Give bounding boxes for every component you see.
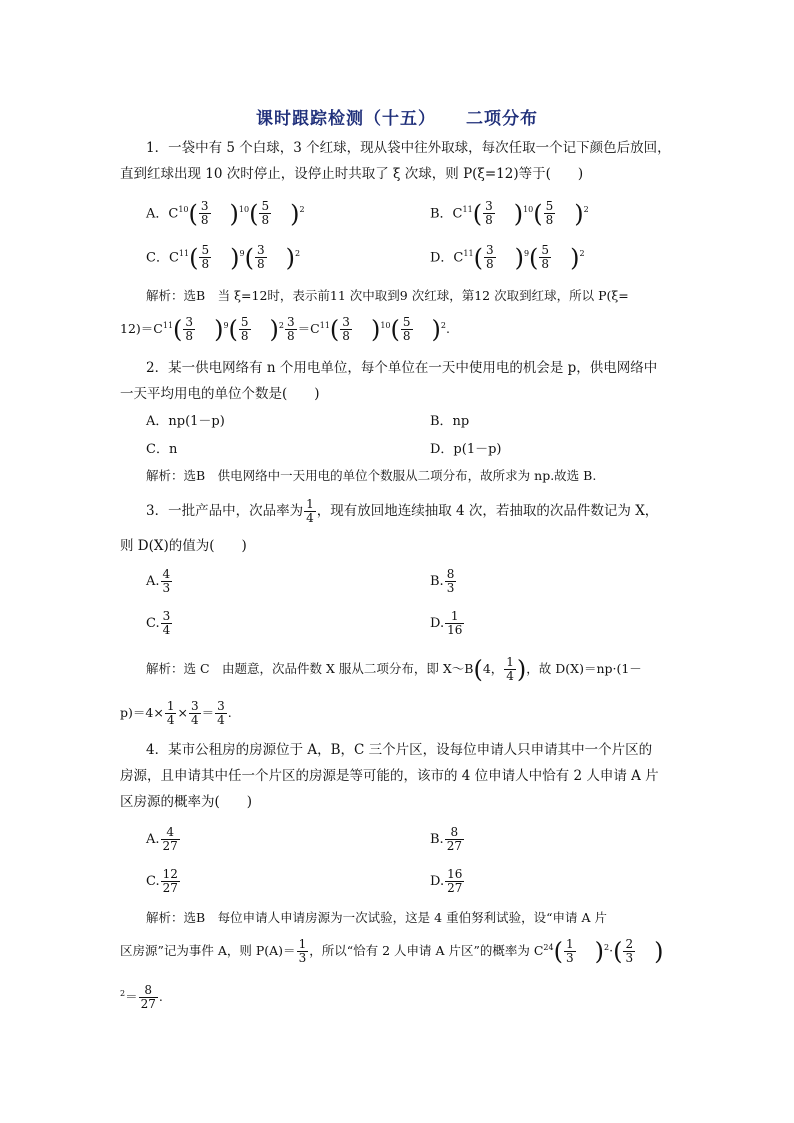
q2-option-c: C．n bbox=[146, 442, 178, 457]
q3-line2: 则 D(X)的值为( ) bbox=[120, 538, 247, 554]
q2-option-b: B．np bbox=[430, 414, 470, 429]
q3-line1: 3．一批产品中，次品率为 $\frac{1}{4}$ ，现有放回地连续抽取 4 次，若抽取的次品件数记为 X， bbox=[146, 497, 659, 525]
q1-line2: 直到红球出现 10 次时停止，设停止时共取了 ξ 次球，则 P(ξ=12)等于( ) bbox=[120, 166, 584, 182]
q2-answer: 解析：选B 供电网络中一天用电的单位个数服从二项分布，故所求为 np.故选 B. bbox=[146, 468, 597, 483]
q1-answer-line1: 解析：选B 当 ξ=12时，表示前11 次中取到9 次红球，第12 次取到红球，所以 P(ξ= bbox=[146, 288, 629, 303]
q4-option-b: B. $\frac{8}{27}$ bbox=[430, 825, 462, 853]
q3-option-b: B. $\frac{8}{3}$ bbox=[430, 567, 455, 595]
q4-line1: 4．某市公租房的房源位于 A，B，C 三个片区，设每位申请人只申请其中一个片区的 bbox=[146, 742, 653, 758]
q3-option-a: A. $\frac{4}{3}$ bbox=[146, 567, 171, 595]
q2-option-a: A．np(1－p) bbox=[146, 414, 225, 429]
q4-option-d: D. $\frac{16}{27}$ bbox=[430, 867, 463, 895]
q2-line1: 2．某一供电网络有 n 个用电单位，每个单位在一天中使用电的机会是 p，供电网络中 bbox=[146, 360, 658, 376]
q1-option-c: C．$C^{11}$( $\frac{5}{8}$ )$^9$( $\frac{3}{8}$ )$^2$ bbox=[146, 243, 301, 272]
q4-option-a: A. $\frac{4}{27}$ bbox=[146, 825, 178, 853]
q3-option-c: C. $\frac{3}{4}$ bbox=[146, 609, 171, 637]
q1-line1: 1．一袋中有 5 个白球，3 个红球，现从袋中往外取球，每次任取一个记下颜色后放回， bbox=[146, 140, 671, 156]
q1-answer-line2: $12)=C^{11}$( $\frac{3}{8}$ )$^9$( $\frac{5}{8}$ )$^2$ $\frac{3}{8}$ $=C^{11}$( $\frac{3}{8}$ )$^{10}$( $\frac{5}{8}$ )$^2$. bbox=[120, 315, 450, 344]
q4-answer-line1: 解析：选B 每位申请人申请房源为一次试验，这是 4 重伯努利试验，设“申请 A 片 bbox=[146, 910, 607, 925]
q2-option-d: D．p(1－p) bbox=[430, 442, 502, 457]
q1-option-d: D．$C^{11}$( $\frac{3}{8}$ )$^9$( $\frac{5}{8}$ )$^2$ bbox=[430, 243, 585, 272]
q4-answer-line3: $^2$＝ $\frac{8}{27}$ . bbox=[120, 983, 163, 1012]
q4-line3: 区房源的概率为( ) bbox=[120, 794, 253, 810]
q4-line2: 房源，且申请其中任一个片区的房源是等可能的，该市的 4 位申请人中恰有 2 人申请 A 片 bbox=[120, 768, 659, 784]
q4-option-c: C. $\frac{12}{27}$ bbox=[146, 867, 178, 895]
title-sub: 二项分布 bbox=[466, 109, 538, 129]
q3-answer-line1: 解析：选 C 由题意，次品件数 X 服从二项分布，即 X～B(4， $\frac{1}{4}$ )，故 D(X)＝np·(1－ bbox=[146, 655, 642, 684]
title-main: 课时跟踪检测（十五） bbox=[256, 109, 436, 129]
q1-option-a: A．$C^{10}$( $\frac{3}{8}$ )$^{10}$( $\frac{5}{8}$ )$^2$ bbox=[146, 199, 305, 228]
page-title bbox=[0, 104, 794, 129]
q4-answer-line2: 区房源”记为事件 A，则 P(A)＝ $\frac{1}{3}$ ，所以“恰有 2 人申请 A 片区”的概率为 $C^{24}$( $\frac{1}{3}$ )$^2$·( $\frac{2}{3}$ ) bbox=[120, 937, 664, 966]
q2-line2: 一天平均用电的单位个数是( ) bbox=[120, 386, 320, 402]
q3-option-d: D. $\frac{1}{16}$ bbox=[430, 609, 463, 637]
q3-answer-line2: p)＝4× $\frac{1}{4}$ × $\frac{3}{4}$ ＝ $\frac{3}{4}$ . bbox=[120, 699, 232, 727]
q1-option-b: B．$C^{11}$( $\frac{3}{8}$ )$^{10}$( $\frac{5}{8}$ )$^2$ bbox=[430, 199, 589, 228]
